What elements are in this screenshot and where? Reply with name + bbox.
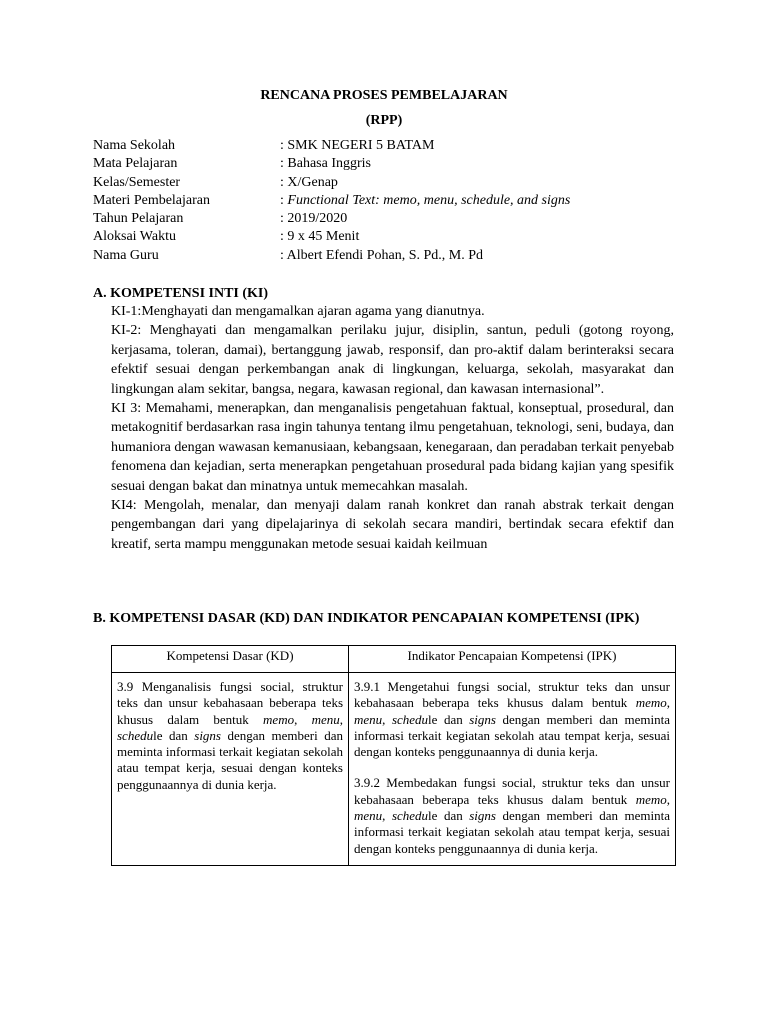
identity-label: Tahun Pelajaran	[93, 211, 184, 227]
text-run: dengan memberi dan meminta informasi terkait kegiatan sekolah atau tempat kerja, sesuai dengan konteks penggunaannya di dunia kerja.	[354, 711, 670, 760]
text-run-italic: schedu	[391, 808, 429, 824]
identity-value: : 9 x 45 Menit	[280, 229, 360, 245]
identity-value	[280, 192, 570, 210]
section-heading-kd: B. KOMPETENSI DASAR (KD) DAN INDIKATOR PENCAPAIAN KOMPETENSI (IPK)	[93, 611, 640, 626]
text-run: ,	[666, 791, 670, 807]
text-run-italic: memo	[635, 695, 667, 711]
text-run: dan	[162, 727, 195, 743]
text-run: ,	[382, 711, 392, 727]
text-run: le	[153, 727, 163, 743]
kd-cell	[112, 673, 349, 866]
ki-3-paragraph: KI 3: Memahami, menerapkan, dan menganalisis pengetahuan faktual, konseptual, prosedural, dan metakognitif berdasarkan rasa ingin tahunya tentang ilmu pengetahuan, teknologi, seni, budaya, dan humaniora dengan wawasan kemanusiaan, kebangsaan, kenegaraan, dan peradaban terkait penyebab fenomena dan kejadian, serta menerapkan pengetahuan prosedural pada bidang kajian yang spesifik sesuai dengan bakat dan minatnya untuk memecahkan masalah.	[111, 401, 674, 494]
identity-label: Mata Pelajaran	[93, 156, 178, 172]
text-run-italic: memo	[635, 791, 667, 807]
table-header-row	[112, 646, 676, 673]
text-run: 3.9.1 Mengetahui fungsi social, struktur teks dan unsur kebahasaan beberapa teks khusus dalam bentuk	[354, 679, 670, 711]
identity-label: Materi Pembelajaran	[93, 192, 211, 208]
text-run-italic: schedu	[117, 727, 154, 743]
text-run: 3.9 Menganalisis fungsi social, struktur teks dan unsur kebahasaan beberapa teks khusus dalam bentuk	[117, 679, 343, 727]
text-run-italic: signs	[469, 808, 496, 824]
text-run: 3.9.2 Membedakan fungsi social, struktur teks dan unsur kebahasaan beberapa teks khusus dalam bentuk	[354, 775, 670, 807]
identity-label: Nama Guru	[93, 247, 159, 263]
identity-label: Kelas/Semester	[93, 174, 181, 190]
text-run: dengan memberi dan meminta informasi terkait kegiatan sekolah atau tempat kerja, sesuai dengan konteks penggunaannya di dunia kerja.	[354, 808, 670, 856]
text-run: ,	[339, 711, 344, 727]
ipk-cell	[349, 673, 676, 866]
ki-1-paragraph: KI-1:Menghayati dan mengamalkan ajaran agama yang dianutnya.	[111, 304, 485, 319]
identity-value: : 2019/2020	[280, 211, 348, 227]
text-run: dan	[437, 711, 470, 727]
ki-4-paragraph: KI4: Mengolah, menalar, dan menyaji dalam ranah konkret dan ranah abstrak terkait dengan pengembangan dari yang dipelajarinya di sekolah secara mandiri, bertindak secara efektif dan kreatif, serta mampu menggunakan metode sesuai kaidah keilmuan	[111, 498, 674, 552]
document-title: RENCANA PROSES PEMBELAJARAN	[260, 88, 508, 103]
table-row	[112, 673, 676, 866]
text-run-italic: menu	[354, 808, 383, 824]
text-run-italic: signs	[194, 727, 221, 743]
document-subtitle: (RPP)	[365, 113, 403, 128]
ipk-3-9-1-text	[354, 679, 670, 760]
ki-list	[111, 302, 674, 554]
text-run: ,	[294, 711, 312, 727]
identity-label: Aloksai Waktu	[93, 229, 176, 245]
kd-3-9-text	[117, 679, 343, 793]
text-run: ,	[382, 808, 392, 824]
text-run-italic: memo	[263, 711, 295, 727]
ki-2-paragraph: KI-2: Menghayati dan mengamalkan perilaku jujur, disiplin, santun, peduli (gotong royong, kerjasama, toleran, damai), bertanggung jawab, responsif, dan pro-aktif dalam berinteraksi secara efektif sesuai dengan perkembangan anak di lingkungan, keluarga, sekolah, masyarakat dan lingkungan alam sekitar, bangsa, negara, kawasan regional, dan kawasan internasional”.	[111, 323, 674, 397]
kd-ipk-table	[111, 645, 676, 866]
identity-colon: :	[280, 192, 288, 208]
column-header-ipk: Indikator Pencapaian Kompetensi (IPK)	[349, 646, 676, 673]
identity-label: Nama Sekolah	[93, 138, 176, 153]
identity-value: : SMK NEGERI 5 BATAM	[280, 138, 435, 153]
text-run-italic: menu	[311, 711, 340, 727]
text-run-italic: menu	[354, 711, 383, 727]
section-heading-ki: A. KOMPETENSI INTI (KI)	[93, 286, 269, 301]
text-run: dengan memberi dan meminta informasi terkait kegiatan sekolah atau tempat kerja, sesuai dengan konteks penggunaannya di dunia kerja.	[117, 727, 343, 792]
identity-value: : Albert Efendi Pohan, S. Pd., M. Pd	[280, 247, 484, 263]
identity-value: : Bahasa Inggris	[280, 156, 371, 172]
text-run-italic: schedu	[391, 711, 429, 727]
column-header-kd: Kompetensi Dasar (KD)	[112, 646, 349, 673]
identity-material-text: Functional Text: memo, menu, schedule, and signs	[287, 192, 571, 208]
identity-value: : X/Genap	[280, 174, 338, 190]
text-run: dan	[437, 808, 470, 824]
text-run: le	[428, 711, 438, 727]
ipk-3-9-2-text	[354, 775, 670, 856]
text-run: ,	[666, 695, 670, 711]
text-run-italic: signs	[469, 711, 496, 727]
text-run: le	[428, 808, 438, 824]
